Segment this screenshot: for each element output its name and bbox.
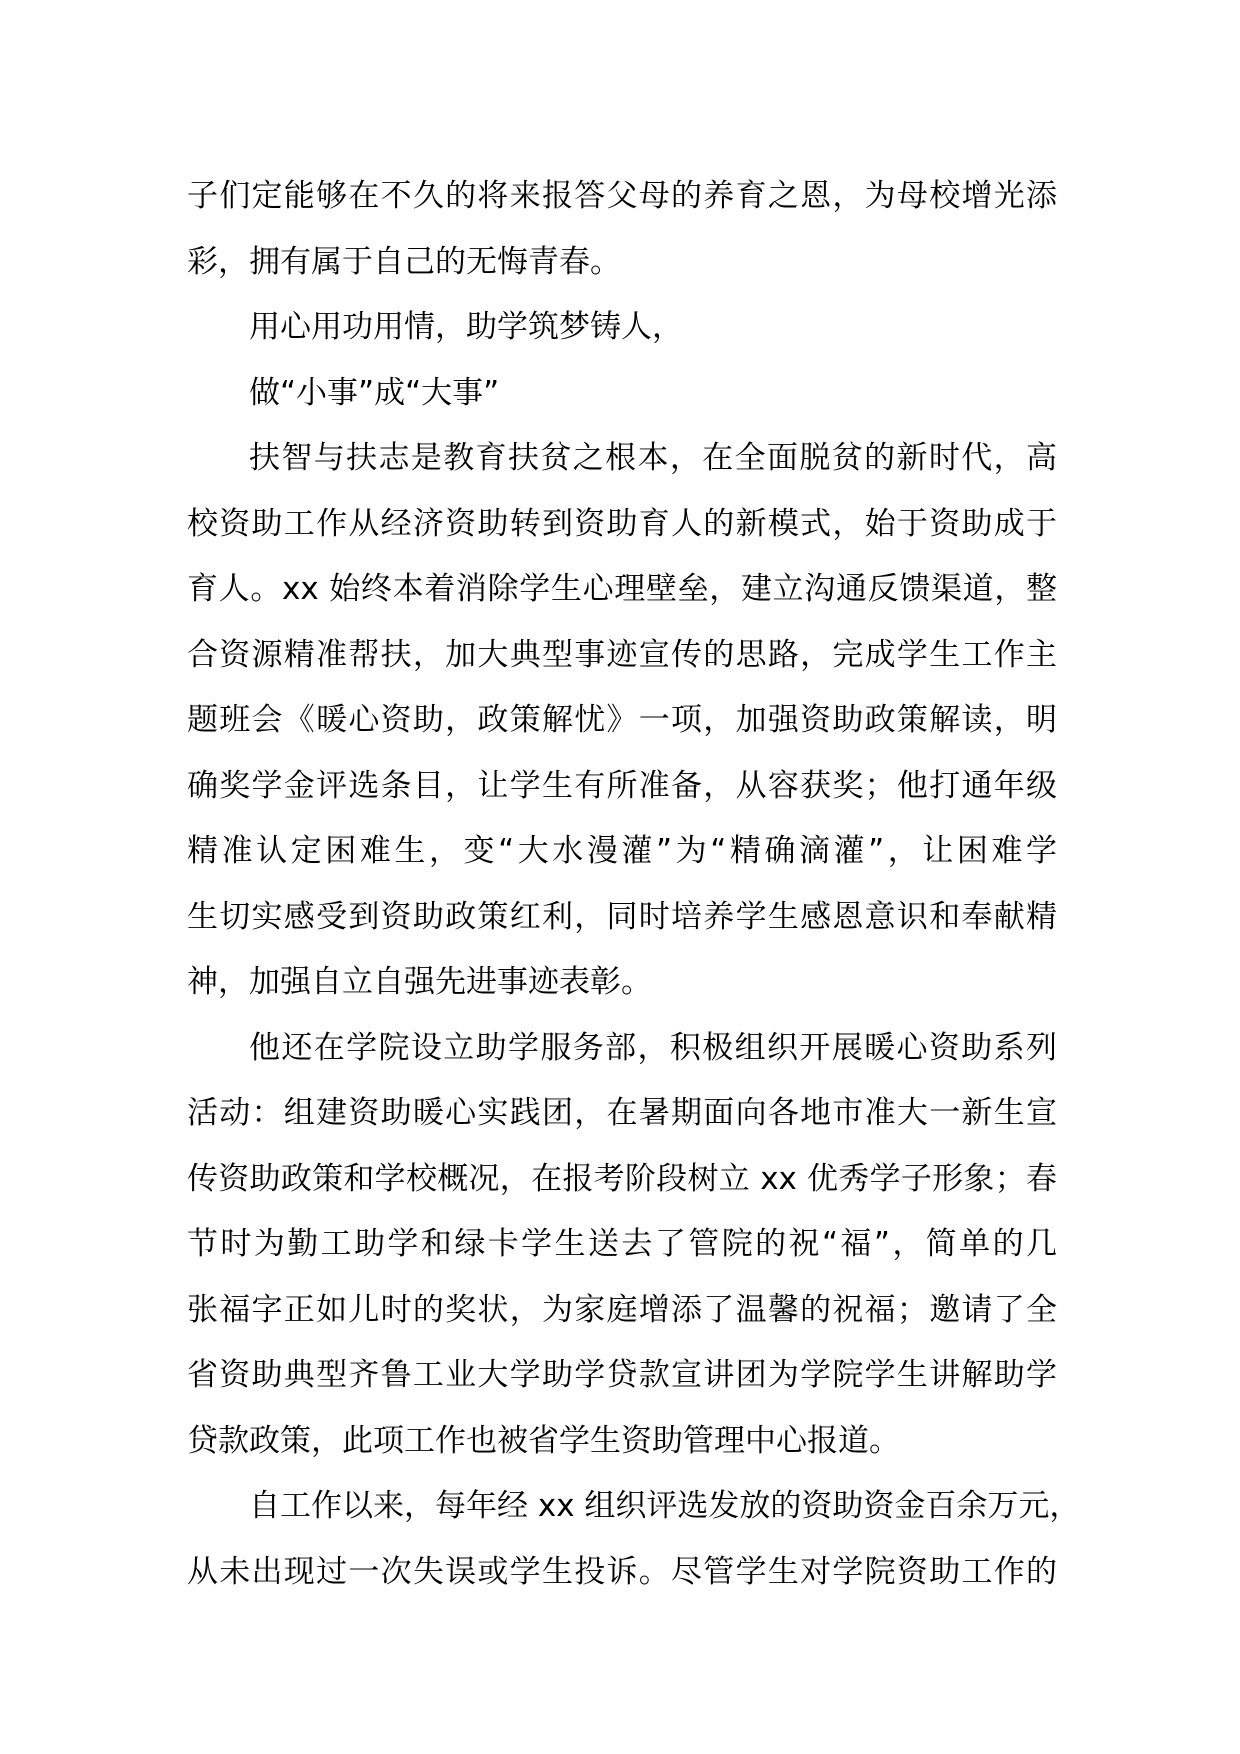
text-line: 省资助典型齐鲁工业大学助学贷款宣讲团为学院学生讲解助学 (187, 1357, 1057, 1393)
text-line: 自工作以来，每年经 xx 组织评选发放的资助资金百余万元， (249, 1488, 1081, 1524)
document-body (187, 164, 1081, 1605)
text-line: 题班会《暖心资助，政策解忧》一项，加强资助政策解读，明 (187, 702, 1057, 738)
text-line: 他还在学院设立助学服务部，积极组织开展暖心资助系列 (249, 1029, 1057, 1066)
text-line: 生切实感受到资助政策红利，同时培养学生感恩意识和奉献精 (187, 898, 1057, 935)
text-line: 做“小事”成“大事” (249, 374, 500, 411)
text-line: 扶智与扶志是教育扶贫之根本，在全面脱贫的新时代，高 (249, 440, 1057, 476)
text-line: 校资助工作从经济资助转到资助育人的新模式，始于资助成于 (187, 505, 1057, 542)
text-line: 育人。xx 始终本着消除学生心理壁垒，建立沟通反馈渠道，整 (187, 571, 1057, 607)
text-line: 彩，拥有属于自己的无悔青春。 (187, 243, 621, 280)
text-line: 贷款政策，此项工作也被省学生资助管理中心报道。 (187, 1422, 900, 1459)
text-line: 节时为勤工助学和绿卡学生送去了管院的祝“福”，简单的几 (187, 1226, 1057, 1262)
text-line: 合资源精准帮扶，加大典型事迹宣传的思路，完成学生工作主 (187, 636, 1057, 673)
text-line: 精准认定困难生，变“大水漫灌”为“精确滴灌”，让困难学 (187, 833, 1057, 869)
text-line: 张福字正如儿时的奖状，为家庭增添了温馨的祝福；邀请了全 (187, 1291, 1057, 1328)
text-line: 子们定能够在不久的将来报答父母的养育之恩，为母校增光添 (187, 178, 1057, 214)
text-line: 用心用功用情，助学筑梦铸人， (249, 309, 683, 345)
text-line: 活动：组建资助暖心实践团，在暑期面向各地市准大一新生宣 (187, 1095, 1057, 1131)
text-line: 从未出现过一次失误或学生投诉。尽管学生对学院资助工作的 (187, 1553, 1057, 1590)
text-line: 确奖学金评选条目，让学生有所准备，从容获奖；他打通年级 (187, 767, 1057, 804)
text-line: 传资助政策和学校概况，在报考阶段树立 xx 优秀学子形象；春 (187, 1160, 1057, 1197)
text-line: 神，加强自立自强先进事迹表彰。 (187, 964, 652, 1000)
